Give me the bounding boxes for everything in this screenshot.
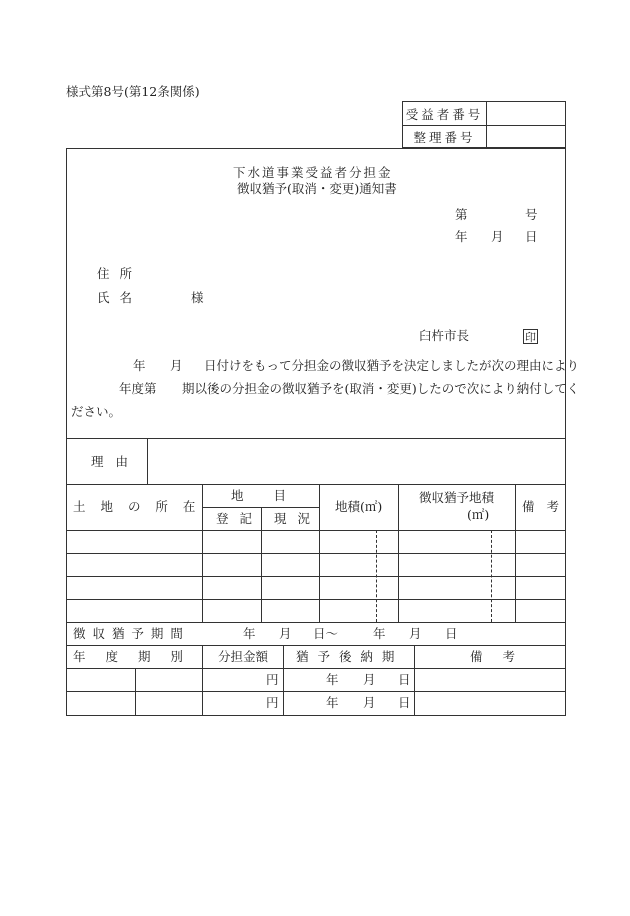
doc-date-month: 月: [491, 229, 504, 244]
body-line2-text: 期以後の分担金の徴収猶予を(取消・変更)したので次により納付してく: [182, 381, 580, 396]
reference-number-row: [403, 125, 565, 148]
payment-row2-month: 月: [363, 695, 376, 710]
honorific: 様: [191, 290, 204, 305]
body-line1-month: 月: [170, 358, 183, 373]
reason-label: 理 由: [91, 454, 128, 469]
address-label: 住 所: [97, 266, 132, 281]
beneficiary-number-label: 受益者番号: [403, 102, 487, 125]
issuer-seal: 印: [525, 330, 536, 344]
beneficiary-number-row: [403, 102, 565, 126]
body-line1-year: 年: [133, 358, 146, 373]
land-registered-header: 登 記: [216, 511, 252, 526]
name-label: 氏 名: [97, 290, 132, 305]
doc-number-go: 号: [525, 207, 538, 222]
body-line3-text: ださい。: [71, 404, 122, 419]
doc-number-dai: 第: [455, 207, 468, 222]
payment-row1-day: 日: [398, 672, 411, 687]
payment-amount-header: 分担金額: [218, 649, 269, 664]
form-label: 様式第8号(第12条関係): [66, 84, 200, 99]
reference-number-label: 整理番号: [403, 125, 487, 148]
payment-due-date-header: 猶 予 後 納 期: [296, 649, 395, 664]
land-remarks-header: 備 考: [522, 499, 559, 514]
issuer-title: 臼杵市長: [419, 328, 470, 343]
deferral-to-month: 月: [409, 626, 422, 641]
payment-row1-year: 年: [326, 672, 339, 687]
payment-remarks-header: 備 考: [470, 649, 515, 664]
title-line-1: 下水道事業受益者分担金: [233, 165, 393, 180]
deferral-to-year: 年: [373, 626, 386, 641]
land-deferred-area-header: 徴収猶予地積: [419, 490, 495, 505]
payment-row1-yen: 円: [266, 672, 279, 687]
deferral-to-day: 日: [445, 626, 458, 641]
land-current-header: 現 況: [274, 511, 310, 526]
payment-row1-month: 月: [363, 672, 376, 687]
doc-date-year: 年: [455, 229, 468, 244]
deferral-from-year: 年: [243, 626, 256, 641]
body-line1-text: 日付けをもって分担金の徴収猶予を決定しましたが次の理由により: [204, 358, 580, 373]
payment-fiscal-term-header: 年 度 期 別: [73, 649, 183, 664]
title-line-2: 徴収猶予(取消・変更)通知書: [237, 181, 397, 196]
doc-date-day: 日: [525, 229, 538, 244]
deferral-period-label: 徴 収 猶 予 期 間: [73, 626, 183, 641]
land-location-header: 土 地 の 所 在: [73, 499, 196, 514]
deferral-from-month: 月: [279, 626, 292, 641]
land-category-header: 地 目: [231, 488, 286, 503]
body-line2-year: 年度第: [119, 381, 157, 396]
number-box: [402, 101, 566, 148]
payment-row2-year: 年: [326, 695, 339, 710]
payment-row2-day: 日: [398, 695, 411, 710]
land-deferred-area-unit: (㎡): [467, 507, 490, 522]
notice-frame: [66, 148, 580, 716]
payment-row2-yen: 円: [266, 695, 279, 710]
land-area-header: 地積(㎡): [335, 499, 383, 514]
deferral-from-day: 日〜: [313, 626, 339, 641]
